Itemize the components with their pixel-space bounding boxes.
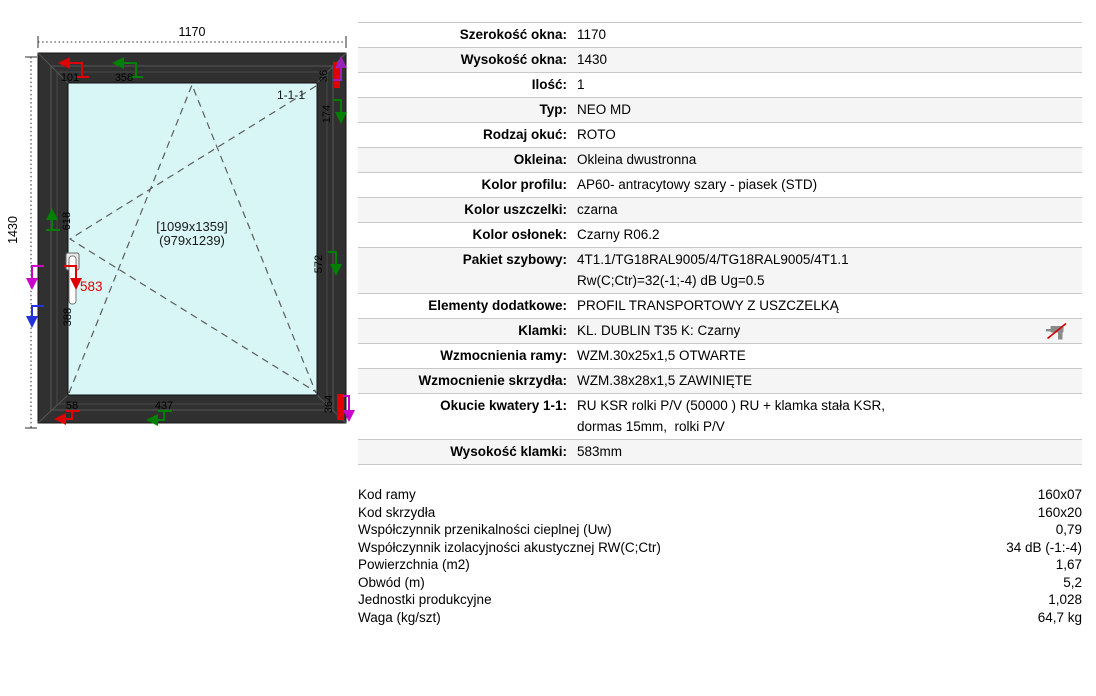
summary-row-label: Współczynnik izolacyjności akustycznej RW(C;Ctr) bbox=[358, 539, 661, 555]
spec-row bbox=[358, 23, 1082, 48]
sash-size-label: [1099x1359] bbox=[156, 219, 228, 234]
summary-row-value: 1,67 bbox=[1055, 557, 1082, 572]
summary-row bbox=[358, 591, 1082, 609]
spec-row bbox=[358, 369, 1082, 394]
spec-row bbox=[358, 73, 1082, 98]
summary-row bbox=[358, 521, 1082, 539]
summary-row bbox=[358, 486, 1082, 504]
handle-height-label: 583 bbox=[80, 279, 103, 294]
marker-label: 58 bbox=[65, 400, 79, 412]
hardware-bar-red bbox=[337, 394, 344, 420]
drill-icon[interactable] bbox=[1046, 322, 1068, 340]
summary-row-label: Powierzchnia (m2) bbox=[358, 557, 470, 572]
spec-row bbox=[358, 440, 1082, 465]
marker-label: 618 bbox=[61, 211, 73, 231]
summary-row-label: Kod skrzydła bbox=[358, 504, 436, 520]
spec-row-label: Szerokość okna: bbox=[459, 27, 567, 42]
spec-row-label: Wysokość klamki: bbox=[450, 444, 567, 459]
spec-row-label: Typ: bbox=[539, 102, 567, 117]
spec-row-value: WZM.30x25x1,5 OTWARTE bbox=[577, 348, 746, 363]
spec-row-label: Wysokość okna: bbox=[460, 52, 567, 67]
summary-row bbox=[358, 609, 1082, 627]
spec-row-label: Okleina: bbox=[513, 152, 567, 167]
spec-row bbox=[358, 98, 1082, 123]
spec-row bbox=[358, 394, 1082, 440]
spec-row-value: ROTO bbox=[577, 127, 616, 142]
spec-row bbox=[358, 294, 1082, 319]
spec-row-value: RU KSR rolki P/V (50000 ) RU + klamka stała KSR, dormas 15mm, rolki P/V bbox=[577, 398, 885, 434]
spec-row-label: Ilość: bbox=[531, 77, 567, 92]
summary-row-label: Kod ramy bbox=[358, 487, 416, 502]
spec-row-value: KL. DUBLIN T35 K: Czarny bbox=[577, 323, 741, 338]
summary-row-label: Współczynnik przenikalności cieplnej (Uw) bbox=[358, 522, 612, 537]
spec-row-label: Kolor osłonek: bbox=[472, 227, 567, 242]
summary-table bbox=[358, 486, 1082, 626]
summary-row bbox=[358, 539, 1082, 557]
spec-row bbox=[358, 319, 1082, 344]
summary-row-label: Waga (kg/szt) bbox=[358, 609, 441, 625]
spec-row bbox=[358, 173, 1082, 198]
marker-label: 388 bbox=[62, 307, 74, 327]
marker-label: 358 bbox=[114, 72, 134, 84]
summary-row bbox=[358, 504, 1082, 522]
summary-row-value: 0,79 bbox=[1055, 522, 1082, 537]
spec-row bbox=[358, 198, 1082, 223]
spec-row-label: Rodzaj okuć: bbox=[482, 127, 567, 142]
spec-table bbox=[358, 22, 1082, 465]
summary-row-value: 160x07 bbox=[1037, 487, 1082, 502]
summary-row-label: Jednostki produkcyjne bbox=[358, 592, 492, 607]
spec-row-value: AP60- antracytowy szary - piasek (STD) bbox=[577, 177, 818, 192]
spec-row bbox=[358, 148, 1082, 173]
marker-label: 572 bbox=[313, 254, 325, 274]
marker-label: 364 bbox=[323, 394, 335, 414]
spec-row-value: Okleina dwustronna bbox=[577, 152, 697, 167]
spec-row-value: 1170 bbox=[577, 27, 607, 42]
dimension-height-label: 1430 bbox=[6, 216, 20, 244]
dimension-width-label: 1170 bbox=[178, 25, 206, 39]
spec-row-value: WZM.38x28x1,5 ZAWINIĘTE bbox=[577, 373, 753, 388]
summary-row bbox=[358, 574, 1082, 592]
spec-row-label: Okucie kwatery 1-1: bbox=[440, 398, 567, 413]
summary-row-label: Obwód (m) bbox=[358, 574, 425, 590]
summary-row-value: 34 dB (-1:-4) bbox=[1006, 539, 1082, 555]
spec-row-label: Kolor uszczelki: bbox=[464, 202, 567, 217]
summary-row-value: 64,7 kg bbox=[1037, 609, 1082, 625]
spec-row-value: NEO MD bbox=[577, 102, 631, 117]
summary-row-value: 1,028 bbox=[1048, 592, 1082, 607]
spec-row-value: 4T1.1/TG18RAL9005/4/TG18RAL9005/4T1.1 Rw(C;Ctr)=32(-1;-4) dB Ug=0.5 bbox=[577, 252, 849, 288]
spec-row-label: Kolor profilu: bbox=[481, 177, 567, 192]
spec-row bbox=[358, 248, 1082, 294]
spec-row-value: 583mm bbox=[577, 444, 623, 459]
spec-row-value: czarna bbox=[577, 202, 618, 217]
spec-row-label: Elementy dodatkowe: bbox=[428, 298, 567, 313]
marker-label: 174 bbox=[321, 104, 333, 124]
spec-row-value: 1430 bbox=[577, 52, 608, 67]
window-drawing[interactable] bbox=[0, 0, 362, 445]
spec-row-label: Klamki: bbox=[518, 323, 567, 338]
marker-label: 101 bbox=[60, 72, 80, 84]
spec-row-label: Wzmocnienia ramy: bbox=[440, 348, 567, 363]
pane-id-label: 1-1-1 bbox=[276, 88, 306, 102]
summary-row-value: 5,2 bbox=[1063, 574, 1082, 590]
spec-row bbox=[358, 223, 1082, 248]
spec-row bbox=[358, 123, 1082, 148]
summary-row-value: 160x20 bbox=[1037, 504, 1082, 520]
spec-row-value: Czarny R06.2 bbox=[577, 227, 660, 242]
spec-row-label: Wzmocnienie skrzydła: bbox=[418, 373, 567, 388]
marker-label: 36 bbox=[318, 69, 330, 83]
hardware-bar-red bbox=[333, 62, 340, 88]
spec-row-value: PROFIL TRANSPORTOWY Z USZCZELKĄ bbox=[577, 298, 839, 313]
summary-row bbox=[358, 556, 1082, 574]
spec-row-label: Pakiet szybowy: bbox=[462, 252, 567, 267]
spec-row-value: 1 bbox=[577, 77, 585, 92]
glass-size-label: (979x1239) bbox=[159, 233, 225, 248]
spec-row bbox=[358, 48, 1082, 73]
marker-label: 437 bbox=[154, 400, 174, 412]
spec-row bbox=[358, 344, 1082, 369]
